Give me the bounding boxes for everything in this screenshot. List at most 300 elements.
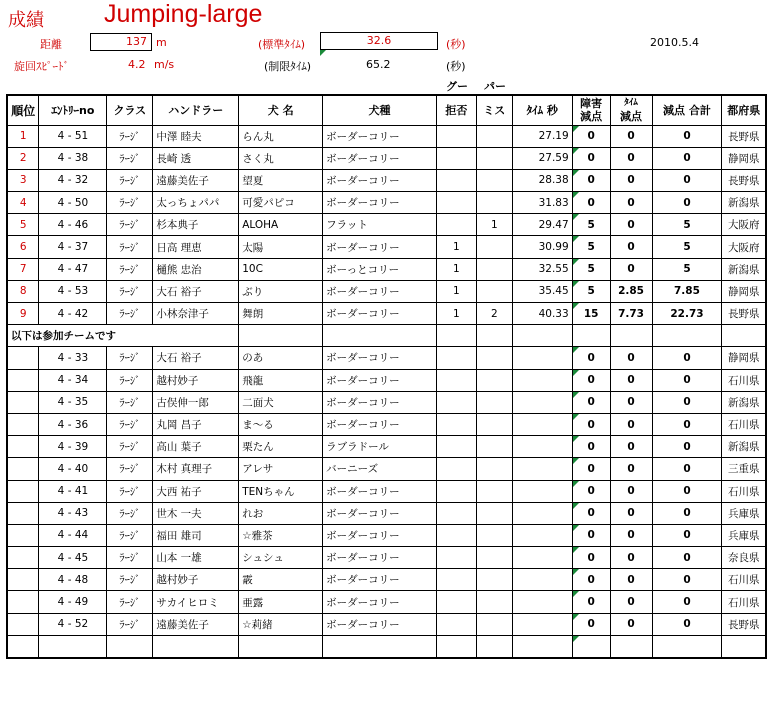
rank-cell: 2 [7, 147, 39, 169]
refusal-cell [436, 347, 476, 369]
class-cell: ﾗｰｼﾞ [107, 369, 153, 391]
class-cell: ﾗｰｼﾞ [107, 524, 153, 546]
entry-cell: 4 - 53 [39, 280, 107, 302]
entry-cell: 4 - 46 [39, 214, 107, 236]
pref-cell: 静岡県 [722, 280, 766, 302]
table-header-row [7, 95, 766, 125]
breed-cell: ボーダーコリー [323, 125, 437, 147]
total-cell: 22.73 [652, 303, 722, 325]
time-fault-cell: 0 [610, 258, 652, 280]
col-tfault-line1: ﾀｲﾑ [624, 98, 638, 109]
miss-cell [476, 369, 512, 391]
total-cell: 0 [652, 169, 722, 191]
time-fault-cell: 2.85 [610, 280, 652, 302]
entry-cell: 4 - 47 [39, 258, 107, 280]
dog-cell: 望夏 [239, 169, 323, 191]
fault-cell: 15 [572, 303, 610, 325]
dog-cell: TENちゃん [239, 480, 323, 502]
dog-cell: 飛龍 [239, 369, 323, 391]
total-cell: 0 [652, 569, 722, 591]
time-cell [512, 369, 572, 391]
col-class: クラス [107, 95, 153, 125]
col-pref: 都府県 [722, 95, 766, 125]
miss-cell [476, 502, 512, 524]
fault-cell: 5 [572, 236, 610, 258]
entry-cell: 4 - 40 [39, 458, 107, 480]
col-tfault-line2: 減点 [620, 110, 643, 124]
empty-cell [7, 635, 39, 657]
rank-cell [7, 613, 39, 635]
total-cell: 0 [652, 147, 722, 169]
pref-cell: 石川県 [722, 480, 766, 502]
col-time: ﾀｲﾑ 秒 [512, 95, 572, 125]
refusal-cell [436, 569, 476, 591]
breed-cell: ボーダーコリー [323, 369, 437, 391]
time-fault-cell: 0 [610, 347, 652, 369]
handler-cell: 越村妙子 [153, 569, 239, 591]
event-title: Jumping-large [104, 0, 263, 28]
empty-cell [722, 635, 766, 657]
time-cell: 27.59 [512, 147, 572, 169]
table-row [7, 192, 766, 214]
refusal-cell [436, 391, 476, 413]
fault-cell: 0 [572, 125, 610, 147]
table-row [7, 347, 766, 369]
handler-cell: サカイヒロミ [153, 591, 239, 613]
fault-cell: 5 [572, 214, 610, 236]
handler-cell: 木村 真理子 [153, 458, 239, 480]
time-fault-cell: 0 [610, 369, 652, 391]
pref-cell: 長野県 [722, 303, 766, 325]
dog-cell: ☆雅茶 [239, 524, 323, 546]
empty-cell [512, 635, 572, 657]
pref-cell: 三重県 [722, 458, 766, 480]
group-label: グー [446, 80, 468, 93]
rank-cell: 1 [7, 125, 39, 147]
handler-cell: 大石 裕子 [153, 280, 239, 302]
table-row [7, 458, 766, 480]
miss-cell [476, 524, 512, 546]
miss-cell [476, 569, 512, 591]
breed-cell: ボーダーコリー [323, 391, 437, 413]
distance-unit: m [156, 36, 167, 49]
breed-cell: ボーダーコリー [323, 413, 437, 435]
class-cell: ﾗｰｼﾞ [107, 413, 153, 435]
refusal-cell [436, 458, 476, 480]
class-cell: ﾗｰｼﾞ [107, 147, 153, 169]
class-cell: ﾗｰｼﾞ [107, 303, 153, 325]
total-cell: 0 [652, 436, 722, 458]
empty-cell [323, 635, 437, 657]
table-row [7, 214, 766, 236]
entry-cell: 4 - 43 [39, 502, 107, 524]
pref-cell: 新潟県 [722, 192, 766, 214]
time-cell [512, 480, 572, 502]
refusal-cell: 1 [436, 236, 476, 258]
empty-cell [239, 325, 323, 347]
fault-cell: 0 [572, 613, 610, 635]
empty-cell [436, 635, 476, 657]
rank-cell [7, 569, 39, 591]
time-cell [512, 347, 572, 369]
breed-cell: ボーダーコリー [323, 591, 437, 613]
entry-cell: 4 - 45 [39, 547, 107, 569]
breed-cell: ボーダーコリー [323, 480, 437, 502]
pref-cell: 兵庫県 [722, 502, 766, 524]
fault-cell: 5 [572, 280, 610, 302]
refusal-cell [436, 436, 476, 458]
total-cell: 0 [652, 591, 722, 613]
rank-cell [7, 458, 39, 480]
miss-cell [476, 436, 512, 458]
time-cell [512, 547, 572, 569]
time-cell [512, 613, 572, 635]
total-cell: 0 [652, 391, 722, 413]
rank-cell [7, 591, 39, 613]
class-cell: ﾗｰｼﾞ [107, 480, 153, 502]
breed-cell: ボーダーコリー [323, 569, 437, 591]
refusal-cell [436, 547, 476, 569]
entry-cell: 4 - 42 [39, 303, 107, 325]
table-row [7, 169, 766, 191]
dog-cell: 二面犬 [239, 391, 323, 413]
table-row [7, 303, 766, 325]
fault-cell: 0 [572, 502, 610, 524]
table-row [7, 613, 766, 635]
breed-cell: ボーダーコリー [323, 613, 437, 635]
entry-cell: 4 - 37 [39, 236, 107, 258]
pref-cell: 石川県 [722, 569, 766, 591]
breed-cell: ボーダーコリー [323, 347, 437, 369]
time-cell: 29.47 [512, 214, 572, 236]
miss-cell [476, 413, 512, 435]
handler-cell: 樋熊 忠治 [153, 258, 239, 280]
refusal-cell: 1 [436, 303, 476, 325]
handler-cell: 太っちょパパ [153, 192, 239, 214]
pref-cell: 新潟県 [722, 258, 766, 280]
miss-cell [476, 391, 512, 413]
pref-cell: 新潟県 [722, 436, 766, 458]
cell-marker [320, 50, 326, 56]
refusal-cell [436, 147, 476, 169]
dog-cell: 栗たん [239, 436, 323, 458]
empty-cell [572, 325, 610, 347]
std-time-value: 32.6 [320, 32, 438, 50]
entry-cell: 4 - 44 [39, 524, 107, 546]
breed-cell: ボーダーコリー [323, 303, 437, 325]
refusal-cell [436, 480, 476, 502]
entry-cell: 4 - 33 [39, 347, 107, 369]
fault-cell: 5 [572, 258, 610, 280]
time-fault-cell: 0 [610, 524, 652, 546]
speed-unit: m/s [154, 58, 175, 71]
class-cell: ﾗｰｼﾞ [107, 569, 153, 591]
handler-cell: 小林奈津子 [153, 303, 239, 325]
entry-cell: 4 - 32 [39, 169, 107, 191]
time-cell: 32.55 [512, 258, 572, 280]
fault-cell: 0 [572, 369, 610, 391]
total-cell: 0 [652, 502, 722, 524]
dog-cell: シュシュ [239, 547, 323, 569]
fault-cell: 0 [572, 458, 610, 480]
handler-cell: 長崎 透 [153, 147, 239, 169]
miss-cell [476, 480, 512, 502]
time-cell: 28.38 [512, 169, 572, 191]
time-fault-cell: 0 [610, 569, 652, 591]
breed-cell: ラブラドール [323, 436, 437, 458]
rank-cell [7, 347, 39, 369]
total-cell: 0 [652, 125, 722, 147]
col-fault [572, 95, 610, 125]
entry-cell: 4 - 39 [39, 436, 107, 458]
rank-cell [7, 547, 39, 569]
time-fault-cell: 0 [610, 125, 652, 147]
empty-cell [476, 325, 512, 347]
time-fault-cell: 0 [610, 147, 652, 169]
miss-cell [476, 591, 512, 613]
fault-cell: 0 [572, 147, 610, 169]
rank-cell: 7 [7, 258, 39, 280]
breed-cell: バーニーズ [323, 458, 437, 480]
handler-cell: 丸岡 昌子 [153, 413, 239, 435]
total-cell: 5 [652, 236, 722, 258]
distance-value: 137 [90, 33, 152, 51]
rank-cell [7, 524, 39, 546]
table-row [7, 480, 766, 502]
refusal-cell [436, 502, 476, 524]
dog-cell: さく丸 [239, 147, 323, 169]
refusal-cell: 1 [436, 280, 476, 302]
handler-cell: 福田 雄司 [153, 524, 239, 546]
class-cell: ﾗｰｼﾞ [107, 547, 153, 569]
entry-cell: 4 - 38 [39, 147, 107, 169]
total-cell: 5 [652, 214, 722, 236]
time-fault-cell: 0 [610, 214, 652, 236]
dog-cell: 太陽 [239, 236, 323, 258]
time-fault-cell: 0 [610, 547, 652, 569]
participants-note-row [7, 325, 766, 347]
time-cell [512, 569, 572, 591]
miss-cell [476, 236, 512, 258]
pref-cell: 奈良県 [722, 547, 766, 569]
time-fault-cell: 0 [610, 413, 652, 435]
col-fault-line1: 障害 [580, 97, 603, 111]
handler-cell: 古俣伸一郎 [153, 391, 239, 413]
time-fault-cell: 0 [610, 169, 652, 191]
participants-note: 以下は参加チームです [7, 325, 239, 347]
time-cell [512, 391, 572, 413]
refusal-cell [436, 591, 476, 613]
time-cell [512, 591, 572, 613]
pref-cell: 長野県 [722, 125, 766, 147]
dog-cell: らん丸 [239, 125, 323, 147]
breed-cell: ボーダーコリー [323, 169, 437, 191]
miss-cell: 2 [476, 303, 512, 325]
miss-cell [476, 192, 512, 214]
col-dog: 犬 名 [239, 95, 323, 125]
empty-cell [323, 325, 437, 347]
miss-cell [476, 147, 512, 169]
handler-cell: 遠藤美佐子 [153, 169, 239, 191]
table-row [7, 502, 766, 524]
empty-cell [239, 635, 323, 657]
class-cell: ﾗｰｼﾞ [107, 214, 153, 236]
entry-cell: 4 - 52 [39, 613, 107, 635]
dog-cell: れお [239, 502, 323, 524]
dog-cell: 10C [239, 258, 323, 280]
refusal-cell [436, 125, 476, 147]
rank-cell: 6 [7, 236, 39, 258]
pref-cell: 石川県 [722, 591, 766, 613]
table-row [7, 258, 766, 280]
col-total: 減点 合計 [652, 95, 722, 125]
time-fault-cell: 0 [610, 436, 652, 458]
fault-cell: 0 [572, 547, 610, 569]
empty-cell [39, 635, 107, 657]
entry-cell: 4 - 50 [39, 192, 107, 214]
time-cell [512, 413, 572, 435]
miss-cell [476, 547, 512, 569]
total-cell: 0 [652, 547, 722, 569]
empty-cell [610, 325, 652, 347]
class-cell: ﾗｰｼﾞ [107, 502, 153, 524]
time-cell: 40.33 [512, 303, 572, 325]
time-cell: 31.83 [512, 192, 572, 214]
dog-cell: 舞朗 [239, 303, 323, 325]
dog-cell: 霰 [239, 569, 323, 591]
pref-cell: 大阪府 [722, 236, 766, 258]
empty-cell [476, 635, 512, 657]
fault-cell: 0 [572, 524, 610, 546]
refusal-cell [436, 413, 476, 435]
pref-cell: 大阪府 [722, 214, 766, 236]
dog-cell: のあ [239, 347, 323, 369]
std-time-sec: (秒) [446, 38, 466, 51]
refusal-cell [436, 214, 476, 236]
miss-cell [476, 613, 512, 635]
pref-cell: 石川県 [722, 413, 766, 435]
std-time-label: (標準ﾀｲﾑ) [258, 38, 306, 51]
entry-cell: 4 - 41 [39, 480, 107, 502]
table-row [7, 547, 766, 569]
rank-cell [7, 502, 39, 524]
class-cell: ﾗｰｼﾞ [107, 280, 153, 302]
empty-row [7, 635, 766, 657]
pref-cell: 長野県 [722, 613, 766, 635]
total-cell: 0 [652, 413, 722, 435]
time-cell [512, 436, 572, 458]
rank-cell [7, 391, 39, 413]
rank-cell [7, 369, 39, 391]
distance-label: 距離 [40, 38, 62, 51]
total-cell: 0 [652, 613, 722, 635]
refusal-cell [436, 369, 476, 391]
time-cell: 30.99 [512, 236, 572, 258]
entry-cell: 4 - 49 [39, 591, 107, 613]
time-cell [512, 502, 572, 524]
handler-cell: 中澤 睦夫 [153, 125, 239, 147]
dog-cell: ぶり [239, 280, 323, 302]
breed-cell: ボーダーコリー [323, 547, 437, 569]
rank-cell: 8 [7, 280, 39, 302]
miss-cell [476, 347, 512, 369]
col-fault-line2: 減点 [580, 110, 603, 124]
handler-cell: 山本 一雄 [153, 547, 239, 569]
time-fault-cell: 0 [610, 480, 652, 502]
miss-cell [476, 280, 512, 302]
fault-cell: 0 [572, 413, 610, 435]
refusal-cell: 1 [436, 258, 476, 280]
pref-cell: 石川県 [722, 369, 766, 391]
entry-cell: 4 - 51 [39, 125, 107, 147]
table-row [7, 391, 766, 413]
class-cell: ﾗｰｼﾞ [107, 125, 153, 147]
empty-cell [722, 325, 766, 347]
class-cell: ﾗｰｼﾞ [107, 192, 153, 214]
empty-cell [436, 325, 476, 347]
pref-cell: 新潟県 [722, 391, 766, 413]
breed-cell: ボーっとコリー [323, 258, 437, 280]
table-row [7, 436, 766, 458]
table-row [7, 413, 766, 435]
table-row [7, 147, 766, 169]
total-cell: 7.85 [652, 280, 722, 302]
pref-cell: 静岡県 [722, 147, 766, 169]
dog-cell: ☆莉緒 [239, 613, 323, 635]
empty-cell [572, 635, 610, 657]
rank-cell: 4 [7, 192, 39, 214]
limit-time-label: (制限ﾀｲﾑ) [264, 60, 312, 73]
miss-cell [476, 458, 512, 480]
miss-cell [476, 258, 512, 280]
handler-cell: 大西 祐子 [153, 480, 239, 502]
class-cell: ﾗｰｼﾞ [107, 613, 153, 635]
class-cell: ﾗｰｼﾞ [107, 391, 153, 413]
miss-cell [476, 169, 512, 191]
pref-cell: 静岡県 [722, 347, 766, 369]
time-cell: 27.19 [512, 125, 572, 147]
limit-time-sec: (秒) [446, 60, 466, 73]
total-cell: 0 [652, 524, 722, 546]
col-handler: ハンドラー [153, 95, 239, 125]
class-cell: ﾗｰｼﾞ [107, 347, 153, 369]
col-refusal: 拒否 [436, 95, 476, 125]
handler-cell: 遠藤美佐子 [153, 613, 239, 635]
table-row [7, 569, 766, 591]
dog-cell: 可愛パピコ [239, 192, 323, 214]
breed-cell: フラット [323, 214, 437, 236]
time-cell [512, 458, 572, 480]
handler-cell: 大石 裕子 [153, 347, 239, 369]
class-cell: ﾗｰｼﾞ [107, 169, 153, 191]
refusal-cell [436, 613, 476, 635]
time-cell: 35.45 [512, 280, 572, 302]
total-cell: 0 [652, 192, 722, 214]
time-fault-cell: 0 [610, 458, 652, 480]
limit-time-value: 65.2 [366, 58, 391, 71]
empty-cell [107, 635, 153, 657]
time-fault-cell: 0 [610, 502, 652, 524]
empty-cell [652, 325, 722, 347]
time-fault-cell: 0 [610, 391, 652, 413]
fault-cell: 0 [572, 591, 610, 613]
handler-cell: 杉本典子 [153, 214, 239, 236]
rank-cell [7, 480, 39, 502]
dog-cell: アレサ [239, 458, 323, 480]
total-cell: 5 [652, 258, 722, 280]
handler-cell: 越村妙子 [153, 369, 239, 391]
event-date: 2010.5.4 [650, 36, 699, 49]
